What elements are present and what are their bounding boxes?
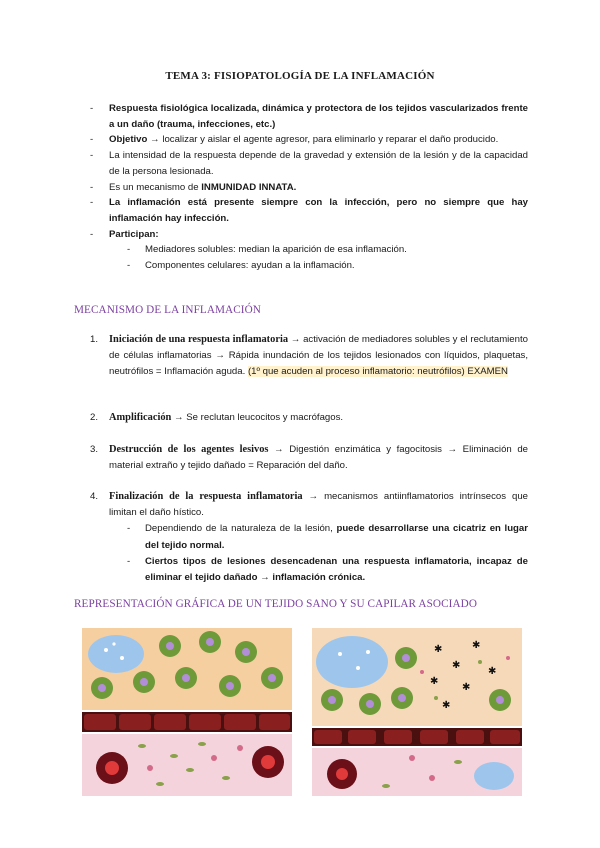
nucleus: [336, 768, 348, 780]
step-2: 2. Amplificación → Se reclutan leucocitos y macrófagos.: [90, 412, 344, 423]
platelet: [222, 776, 230, 780]
sub-list-item: - Ciertos tipos de lesiones desencadenan una respuesta inflamatoria, incapaz de eliminar el tejido dañado → inflamación crónica.: [127, 555, 528, 584]
section-heading-representation: REPRESENTACIÓN GRÁFICA DE UN TEJIDO SANO Y SU CAPILAR ASOCIADO: [74, 598, 478, 610]
platelet: [156, 782, 164, 786]
red-blood-cell: [147, 765, 153, 771]
mediator-glyph: ✱: [462, 682, 471, 693]
platelet: [198, 742, 206, 746]
list-item: - Participan:: [90, 228, 159, 240]
mediator-glyph: ✱: [430, 676, 439, 687]
endothelial-cell: [154, 714, 186, 730]
mediator-dot: [478, 660, 482, 664]
endothelial-cell: [420, 730, 448, 744]
endothelial-cell: [189, 714, 221, 730]
mediator-glyph: ✱: [472, 640, 481, 651]
mediator-glyph: ✱: [442, 700, 451, 711]
capillary-wall: [82, 712, 292, 732]
red-blood-cell: [211, 755, 217, 761]
sub-list-item: - Mediadores solubles: median la aparición de esa inflamación.: [127, 244, 407, 256]
nucleus: [268, 674, 276, 682]
list-item: - La intensidad de la respuesta depende de la gravedad y extensión de la lesión y de la capacidad de la persona lesionada.: [90, 150, 528, 177]
page-title: TEMA 3: FISIOPATOLOGÍA DE LA INFLAMACIÓN: [165, 70, 435, 82]
bacteria: [356, 666, 360, 670]
mediator-dot: [506, 656, 510, 660]
nucleus: [140, 678, 148, 686]
step-3: 3. Destrucción de los agentes lesivos → Digestión enzimática y fagocitosis → Eliminación de material extraño y tejido dañado = Reparación del daño.: [90, 444, 528, 472]
endothelial-cell: [119, 714, 151, 730]
nucleus: [226, 682, 234, 690]
endothelial-cell: [384, 730, 412, 744]
nucleus: [328, 696, 336, 704]
platelet: [382, 784, 390, 788]
nucleus: [261, 755, 275, 769]
endothelial-cell: [224, 714, 256, 730]
inflamed-tissue-illustration: [312, 628, 522, 796]
bacteria: [366, 650, 370, 654]
endothelial-cell: [314, 730, 342, 744]
endothelial-cell: [259, 714, 290, 730]
nucleus: [242, 648, 250, 656]
healthy-tissue-illustration: [82, 628, 292, 796]
bacteria-cloud: [88, 635, 144, 673]
step-4: 4. Finalización de la respuesta inflamatoria → mecanismos antiinflamatorios intrínsecos que limitan el daño hístico. - Dependiendo de la naturaleza de la lesión, puede desarrollarse una cicatriz en lugar del tejido normal. - Ciertos tipos de lesiones desencadenan una respuesta inflamatoria, incapaz de eliminar el tejido dañado → inflamación crónica.: [90, 489, 528, 586]
nucleus: [398, 694, 406, 702]
platelet: [138, 744, 146, 748]
bacteria-cloud: [316, 636, 388, 688]
endothelial-cell: [348, 730, 376, 744]
list-item: - La inflamación está presente siempre con la infección, pero no siempre que hay inflamación hay infección.: [90, 197, 528, 224]
nucleus: [182, 674, 190, 682]
nucleus: [98, 684, 106, 692]
mediator-glyph: ✱: [488, 666, 497, 677]
mediator-dot: [434, 696, 438, 700]
platelet: [186, 768, 194, 772]
mediator-glyph: ✱: [452, 660, 461, 671]
nucleus: [105, 761, 119, 775]
nucleus: [206, 638, 214, 646]
intro-list: [90, 101, 528, 274]
step-1: 1. Iniciación de una respuesta inflamatoria → activación de mediadores solubles y el reclutamiento de células inflamatorias → Rápida inundación de los tejidos lesionados con líquidos, plaquetas, neutrófilos = Inflamación aguda. (1º que acuden al proceso inflamatorio: neutrófilos) EXAMEN: [90, 334, 528, 378]
sub-list-item: - Componentes celulares: ayudan a la inflamación.: [127, 260, 355, 272]
platelet: [170, 754, 178, 758]
endothelial-cell: [490, 730, 520, 744]
mediator-glyph: ✱: [434, 644, 443, 655]
nucleus: [366, 700, 374, 708]
list-item: - Objetivo → localizar y aislar el agente agresor, para eliminarlo y reparar el daño producido.: [90, 134, 499, 146]
nucleus: [496, 696, 504, 704]
nucleus: [402, 654, 410, 662]
bacteria: [120, 656, 124, 660]
endothelial-cell: [456, 730, 484, 744]
sub-list-item: - Dependiendo de la naturaleza de la lesión, puede desarrollarse una cicatriz en lugar del tejido normal.: [127, 523, 528, 551]
endothelial-cell: [84, 714, 116, 730]
red-blood-cell: [429, 775, 435, 781]
list-item: - Es un mecanismo de INMUNIDAD INNATA.: [90, 181, 297, 193]
capillary-wall: [312, 728, 522, 746]
exam-highlight: (1º que acuden al proceso inflamatorio: neutrófilos) EXAMEN: [247, 366, 508, 378]
mediator-dot: [420, 670, 424, 674]
bacteria: [338, 652, 342, 656]
bacteria-cloud: [474, 762, 514, 790]
nucleus: [166, 642, 174, 650]
platelet: [454, 760, 462, 764]
list-item: - Respuesta fisiológica localizada, dinámica y protectora de los tejidos vascularizados frente a un daño (trauma, infecciones, etc.): [90, 103, 528, 130]
red-blood-cell: [237, 745, 243, 751]
section-heading-mechanism: MECANISMO DE LA INFLAMACIÓN: [74, 304, 261, 316]
red-blood-cell: [409, 755, 415, 761]
bacteria: [104, 648, 108, 652]
bacteria: [112, 642, 115, 645]
